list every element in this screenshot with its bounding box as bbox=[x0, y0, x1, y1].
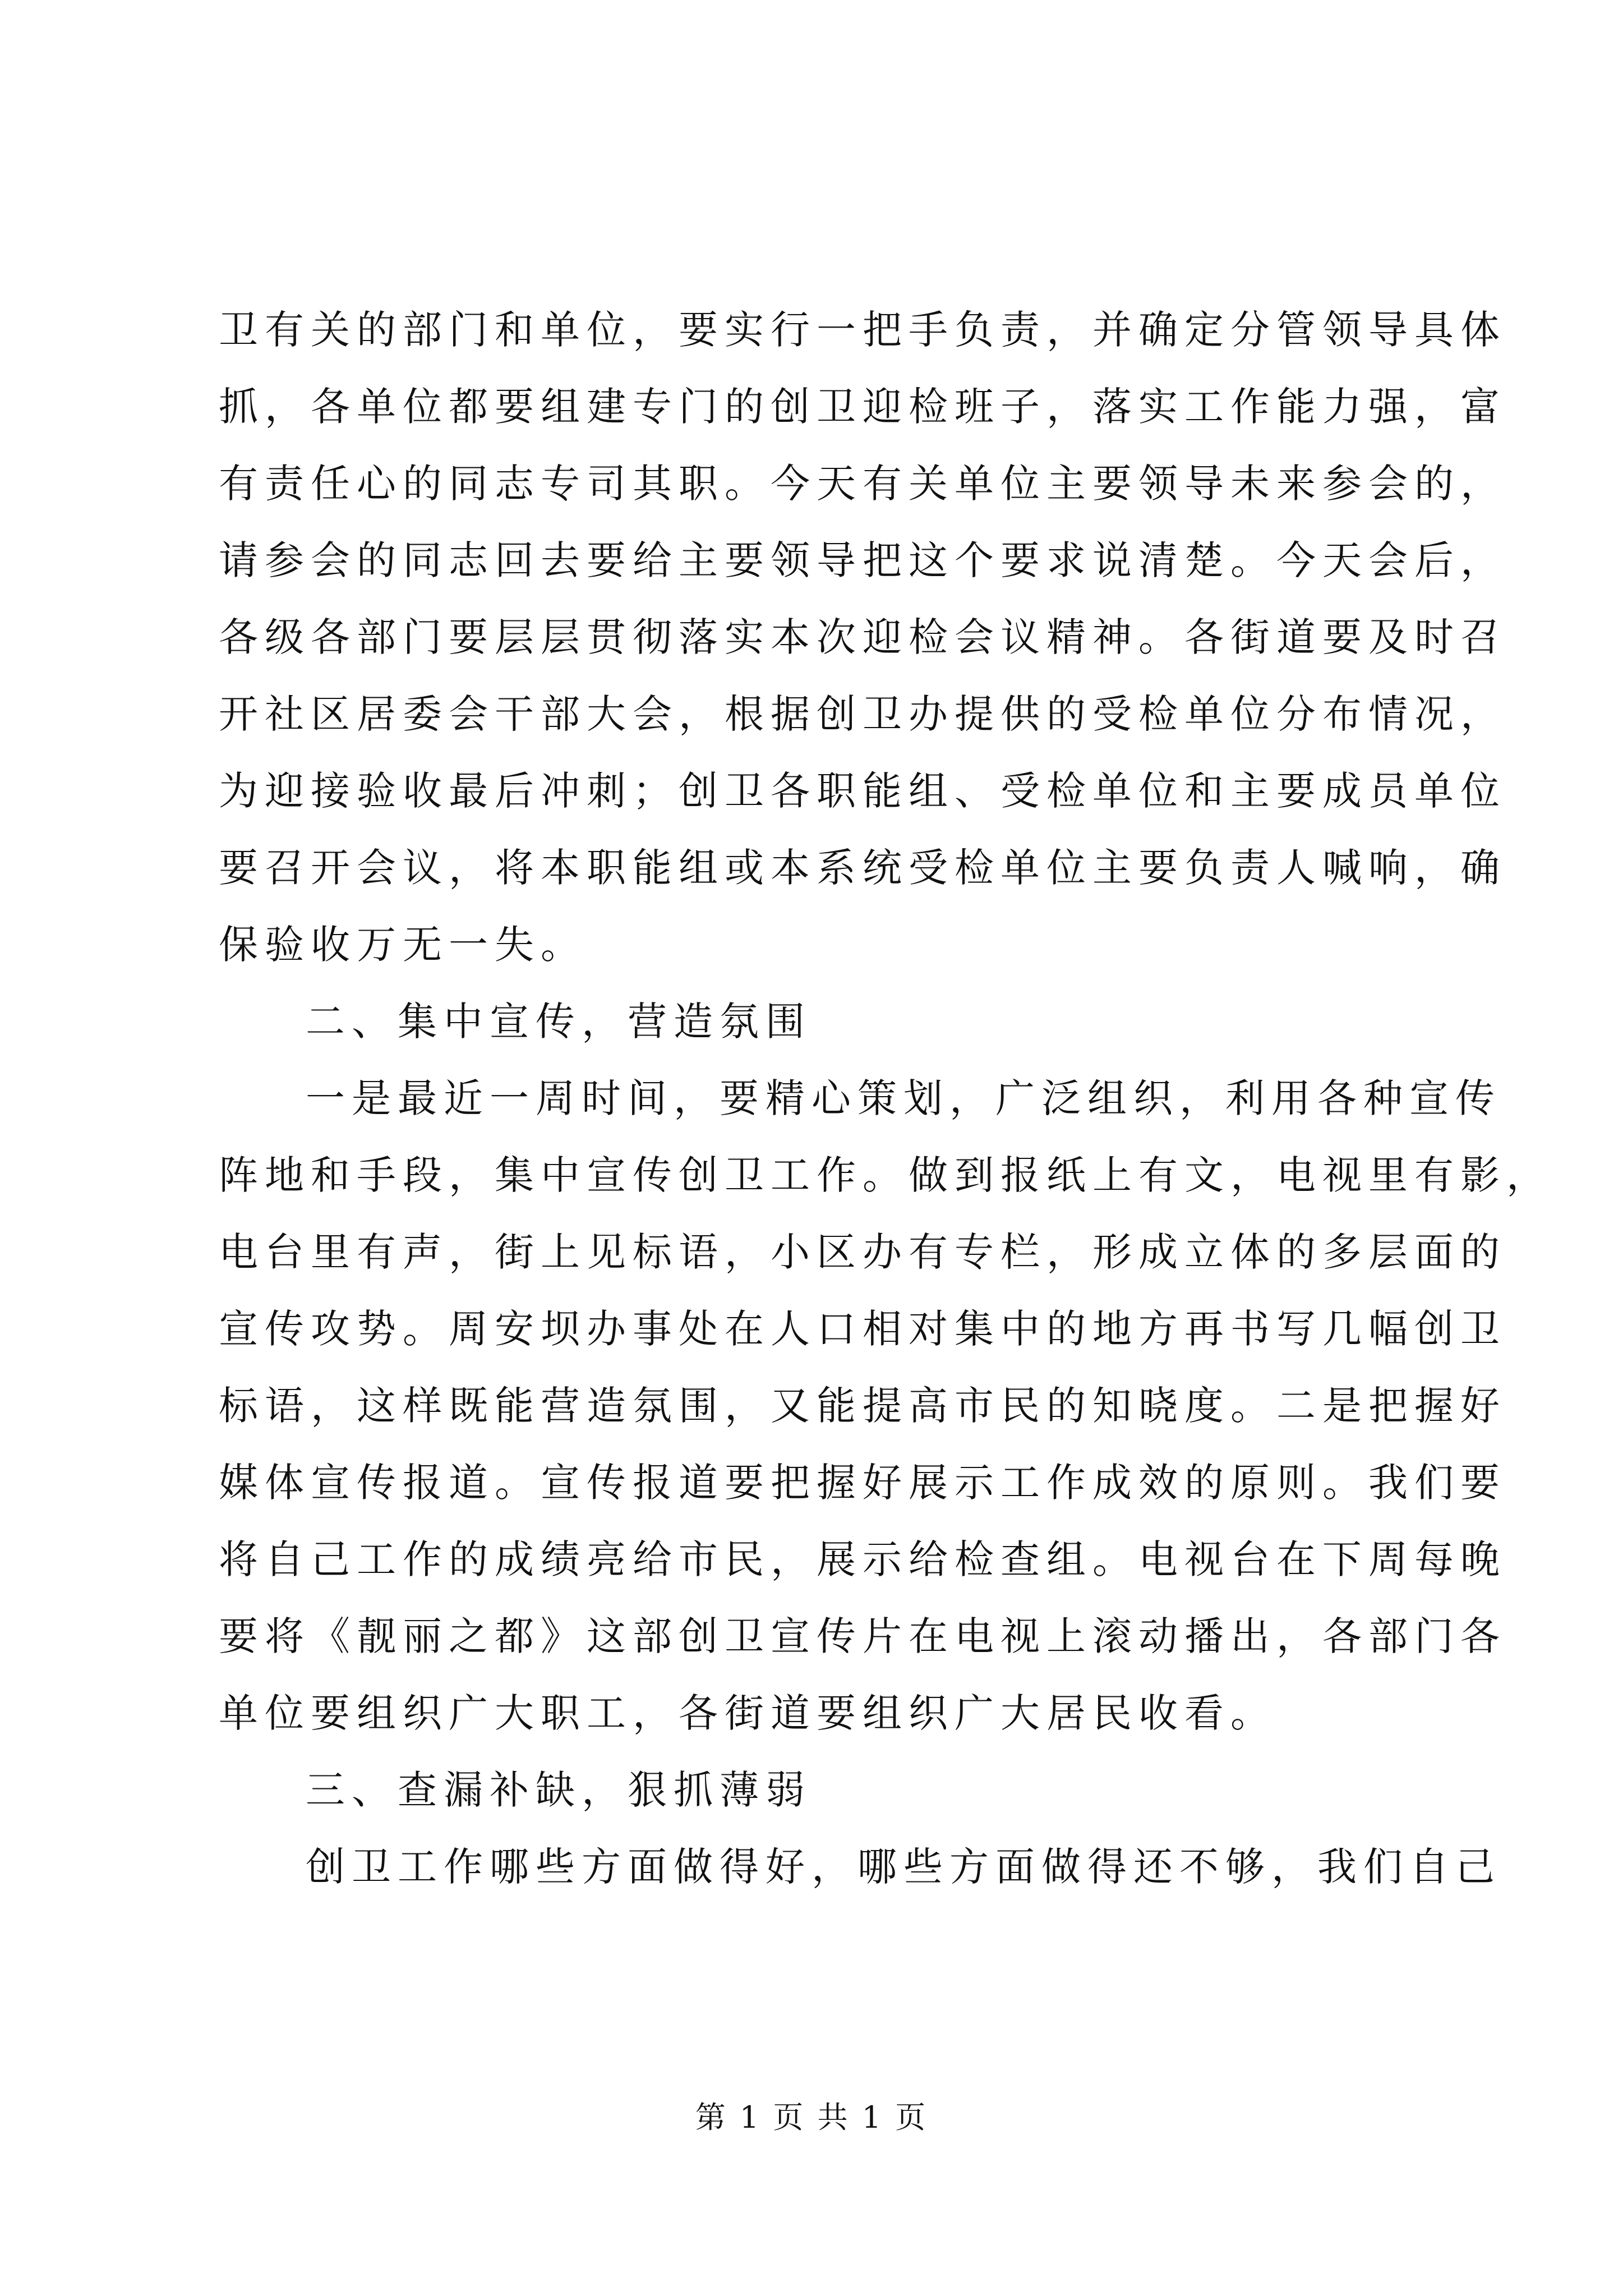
section-heading: 二、集中宣传，营造氛围 bbox=[306, 999, 811, 1045]
text-line: 宣传攻势。周安坝办事处在人口相对集中的地方再书写几幅创卫 bbox=[219, 1306, 1506, 1352]
section-heading: 三、查漏补缺，狠抓薄弱 bbox=[306, 1767, 811, 1813]
text-line: 抓，各单位都要组建专门的创卫迎检班子，落实工作能力强，富 bbox=[219, 384, 1506, 430]
text-line: 为迎接验收最后冲刺；创卫各职能组、受检单位和主要成员单位 bbox=[219, 768, 1506, 814]
text-line: 标语，这样既能营造氛围，又能提高市民的知晓度。二是把握好 bbox=[219, 1383, 1506, 1429]
text-line: 保验收万无一失。 bbox=[219, 922, 587, 968]
text-line: 单位要组织广大职工，各街道要组织广大居民收看。 bbox=[219, 1690, 1276, 1736]
text-line: 有责任心的同志专司其职。今天有关单位主要领导未来参会的， bbox=[219, 461, 1506, 507]
text-line: 将自己工作的成绩亮给市民，展示给检查组。电视台在下周每晚 bbox=[219, 1536, 1506, 1582]
paragraph-first-line: 一是最近一周时间，要精心策划，广泛组织，利用各种宣传 bbox=[306, 1075, 1501, 1121]
text-line: 电台里有声，街上见标语，小区办有专栏，形成立体的多层面的 bbox=[219, 1229, 1506, 1275]
text-line: 阵地和手段，集中宣传创卫工作。做到报纸上有文，电视里有影， bbox=[219, 1152, 1552, 1198]
text-line: 要召开会议，将本职能组或本系统受检单位主要负责人喊响，确 bbox=[219, 845, 1506, 891]
page-number-label: 第 1 页 共 1 页 bbox=[695, 2100, 928, 2135]
text-line: 要将《靓丽之都》这部创卫宣传片在电视上滚动播出，各部门各 bbox=[219, 1613, 1506, 1659]
page-footer bbox=[0, 2098, 1623, 2137]
text-line: 请参会的同志回去要给主要领导把这个要求说清楚。今天会后， bbox=[219, 537, 1506, 583]
paragraph-first-line: 创卫工作哪些方面做得好，哪些方面做得还不够，我们自己 bbox=[306, 1844, 1501, 1890]
text-line: 各级各部门要层层贯彻落实本次迎检会议精神。各街道要及时召 bbox=[219, 614, 1506, 660]
text-line: 卫有关的部门和单位，要实行一把手负责，并确定分管领导具体 bbox=[219, 307, 1506, 353]
text-line: 开社区居委会干部大会，根据创卫办提供的受检单位分布情况， bbox=[219, 691, 1506, 737]
document-body bbox=[219, 292, 1552, 1906]
text-line: 媒体宣传报道。宣传报道要把握好展示工作成效的原则。我们要 bbox=[219, 1460, 1506, 1506]
